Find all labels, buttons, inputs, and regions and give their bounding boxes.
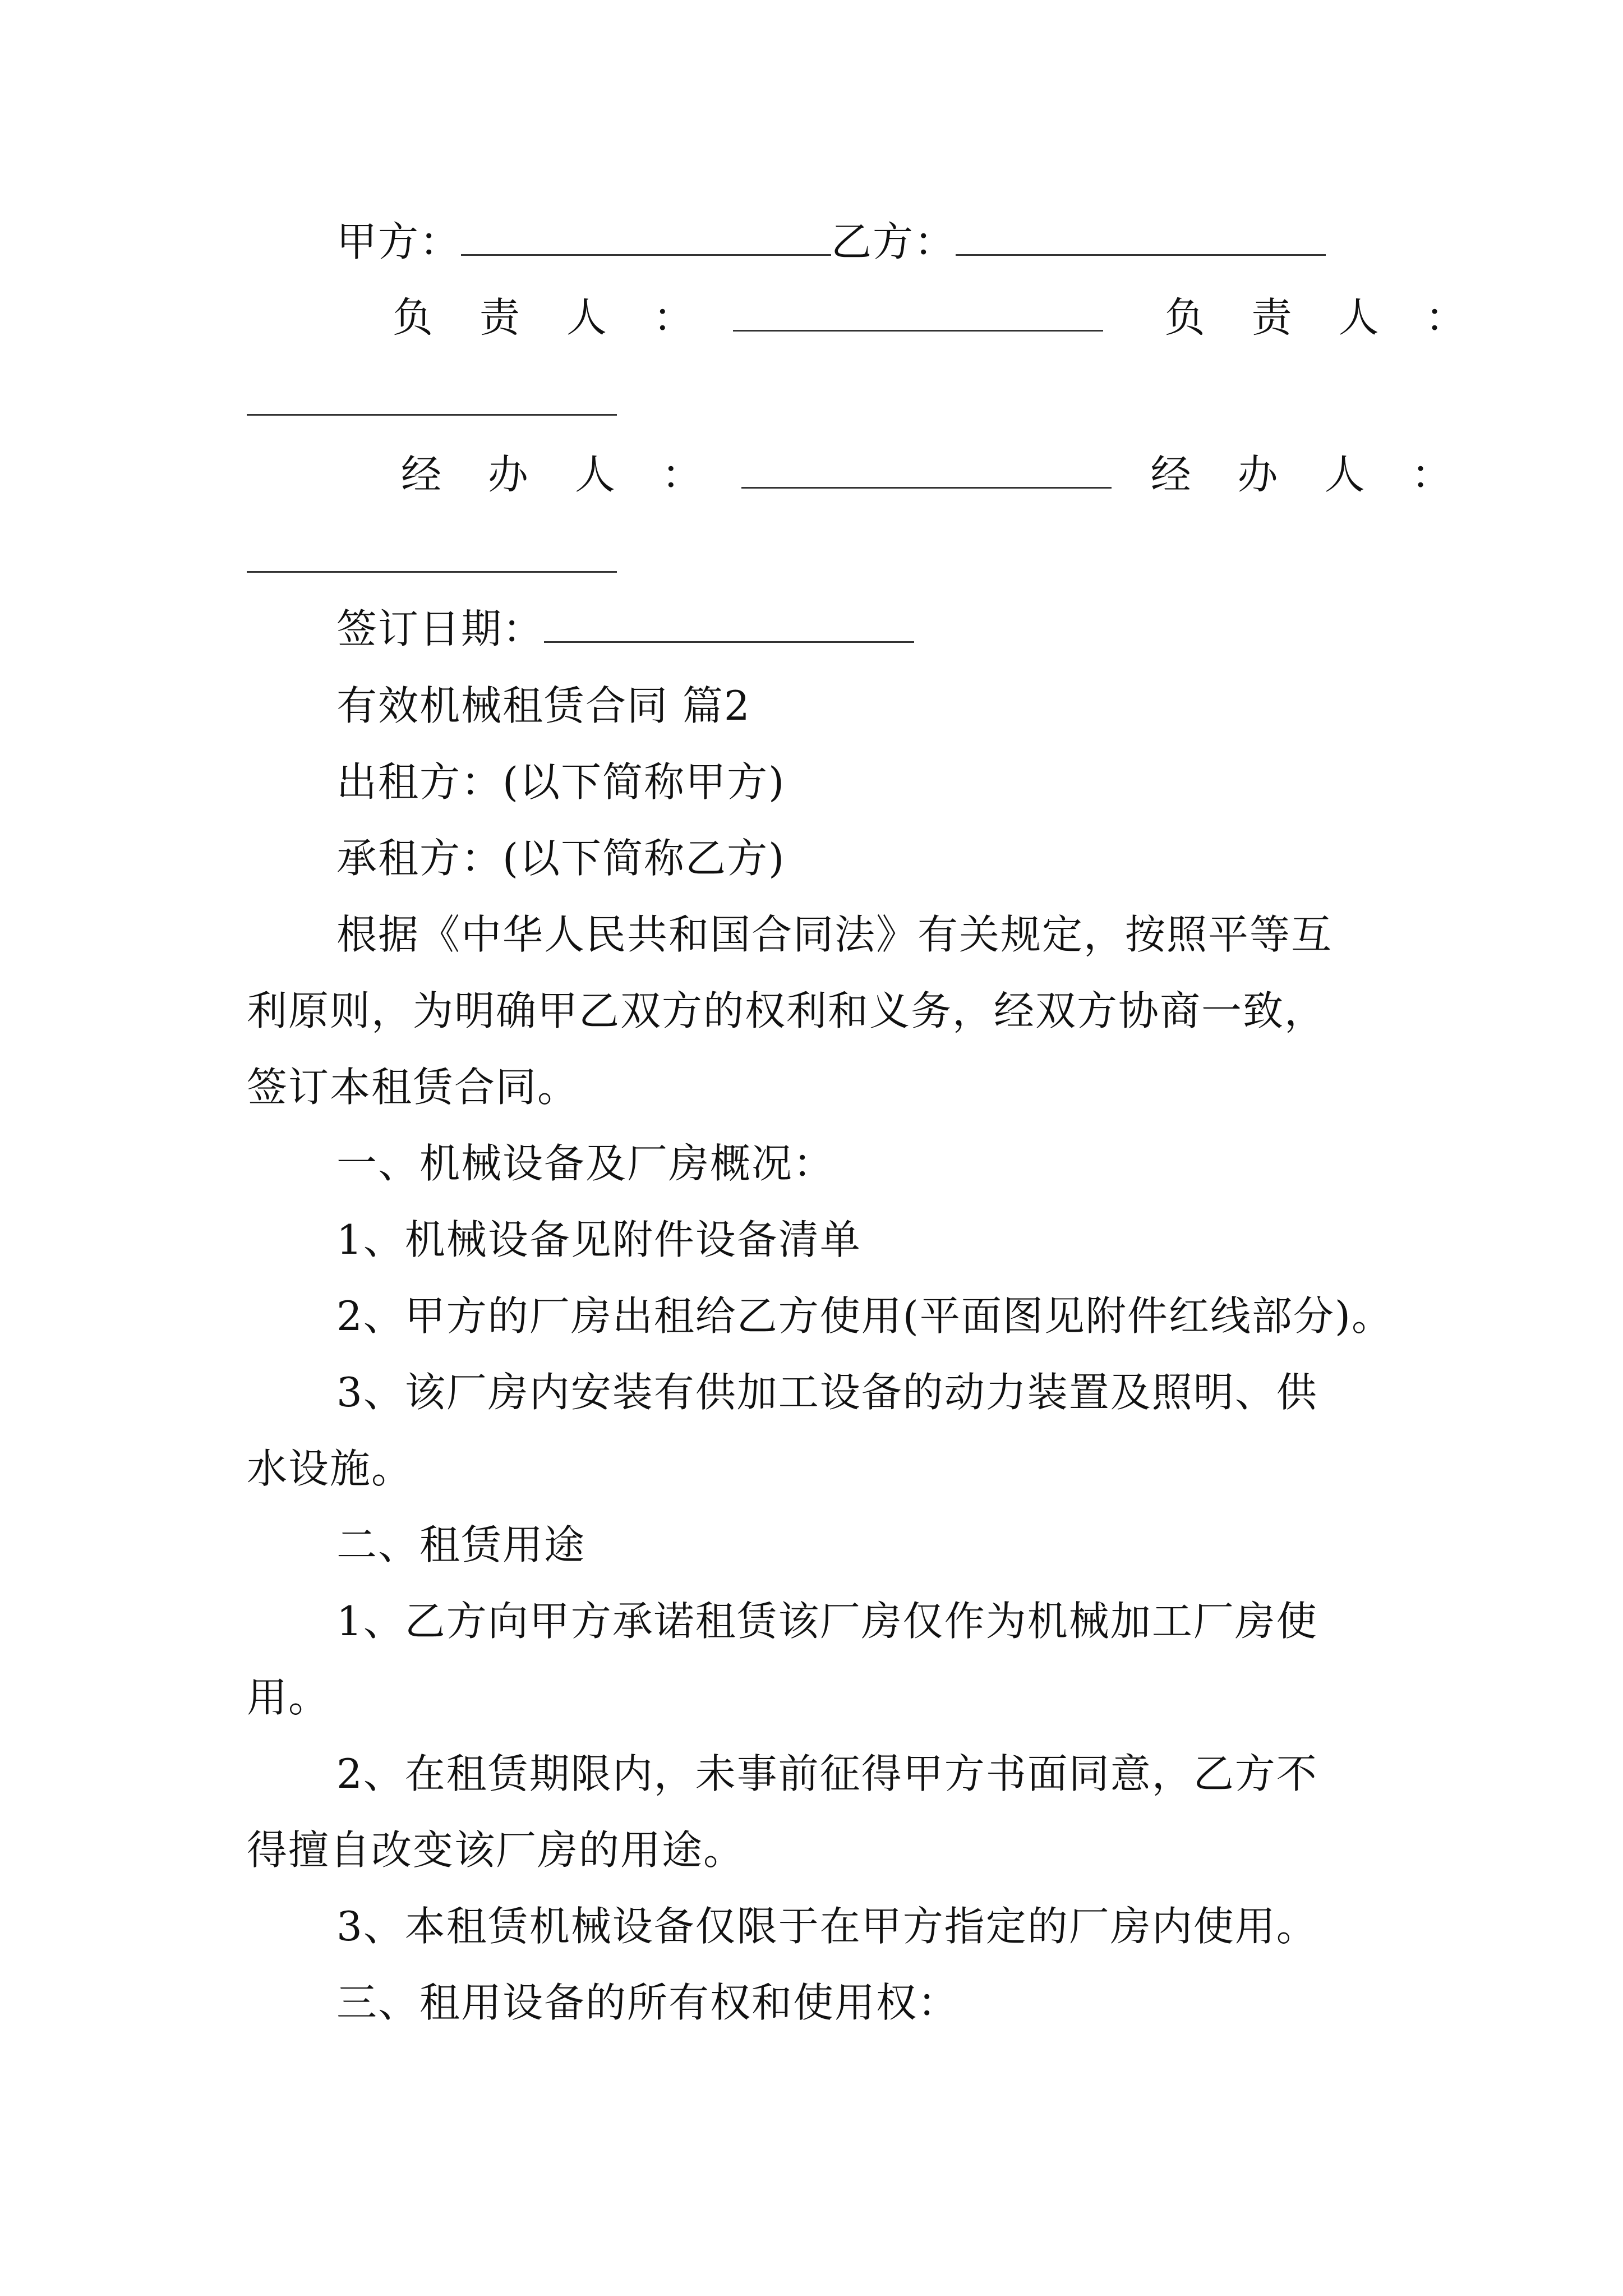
contract-title: 有效机械租赁合同 篇2 [336,682,751,729]
intro-line-3: 签订本租赁合同。 [247,1064,579,1111]
responsible-b-row [247,381,617,422]
intro-line-1: 根据《中华人民共和国合同法》有关规定，按照平等互 [336,911,1333,958]
section-1-title: 一、机械设备及厂房概况： [336,1140,835,1187]
sign-date-blank [544,609,914,643]
responsible-b-blank [247,381,617,416]
handler-row [401,451,1469,498]
responsible-label-b: 负 责 人 ： [1164,294,1483,341]
lessee-line: 承租方：(以下简称乙方) [336,835,786,882]
section-1-item-2: 2、甲方的厂房出租给乙方使用(平面图见附件红线部分)。 [336,1292,1393,1340]
section-2-item-2-line-2: 得擅自改变该厂房的用途。 [247,1826,745,1874]
responsible-label-a: 负 责 人 ： [393,294,711,341]
lessor-line: 出租方：(以下简称甲方) [336,758,786,806]
section-2-item-1-line-1: 1、乙方向甲方承诺租赁该厂房仅作为机械加工厂房使 [336,1598,1318,1645]
intro-line-2: 利原则，为明确甲乙双方的权利和义务，经双方协商一致， [247,987,1326,1034]
handler-label-a: 经 办 人 ： [401,451,719,498]
handler-label-b: 经 办 人 ： [1150,451,1469,498]
party-a-row [336,218,1326,265]
section-2-title: 二、租赁用途 [336,1521,586,1568]
section-3-title: 三、租用设备的所有权和使用权： [336,1979,960,2026]
section-2-item-1-line-2: 用。 [247,1674,330,1721]
responsible-a-blank [733,297,1103,332]
handler-a-blank [741,454,1112,489]
sign-date-row [336,605,914,652]
handler-b-blank [247,539,617,573]
section-1-item-1: 1、机械设备见附件设备清单 [336,1216,861,1263]
party-b-blank [956,222,1326,256]
handler-b-row [247,539,617,579]
section-2-item-3: 3、本租赁机械设备仅限于在甲方指定的厂房内使用。 [336,1903,1318,1950]
party-a-blank [461,222,831,256]
section-1-item-3-line-1: 3、该厂房内安装有供加工设备的动力装置及照明、供 [336,1369,1318,1416]
section-2-item-2-line-1: 2、在租赁期限内，未事前征得甲方书面同意，乙方不 [336,1750,1318,1797]
responsible-row [393,294,1483,341]
sign-date-label: 签订日期： [336,605,545,652]
section-1-item-3-line-2: 水设施。 [247,1445,413,1492]
party-b-label: 乙方： [831,218,956,265]
party-a-label: 甲方： [336,218,462,265]
